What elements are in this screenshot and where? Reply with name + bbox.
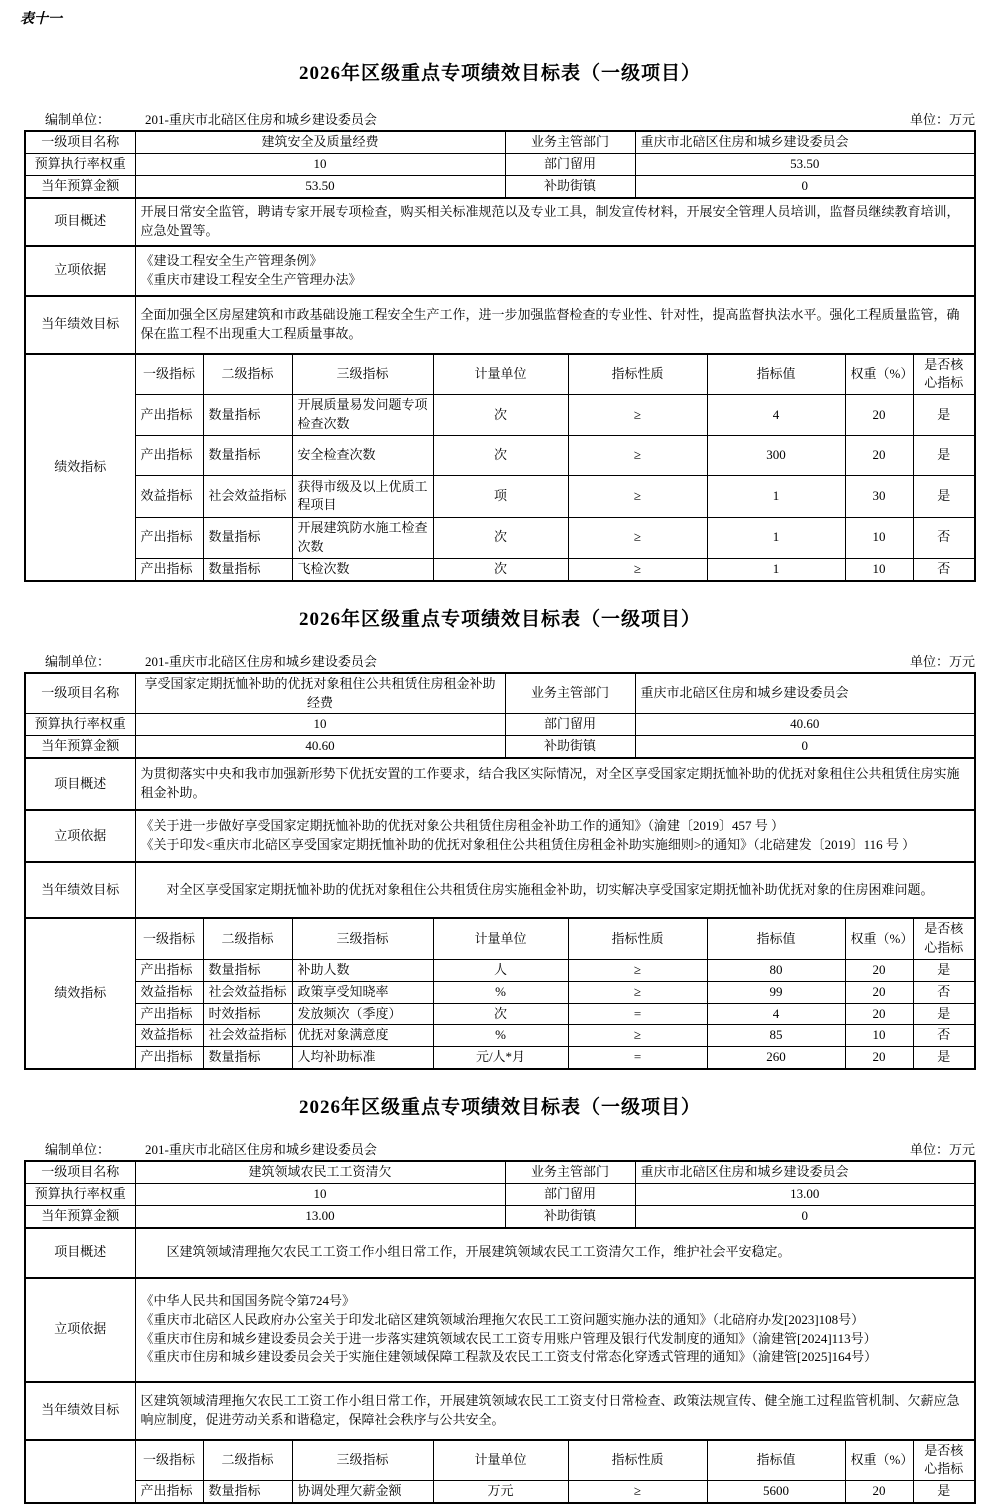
section-title: 2026年区级重点专项绩效目标表（一级项目） xyxy=(298,1097,701,1119)
section-label-cell: 立项依据 xyxy=(25,810,135,862)
perf-indicator-label-cell: 绩效指标 xyxy=(25,354,135,581)
info-label-cell: 预算执行率权重 xyxy=(25,714,135,736)
basis-row xyxy=(24,809,976,863)
indicator-value-cell: ≥ xyxy=(568,395,707,436)
prep-unit-row xyxy=(25,109,975,128)
indicator-value-cell: 5600 xyxy=(707,1481,845,1503)
prep-unit-value: 201-重庆市北碚区住房和城乡建设委员会 xyxy=(145,653,377,669)
indicator-value-cell: 次 xyxy=(433,517,568,558)
info-table xyxy=(24,1160,976,1229)
indicator-header-row xyxy=(25,354,975,395)
info-row xyxy=(25,175,975,197)
indicator-header-cell: 三级指标 xyxy=(292,1440,433,1481)
section-content-cell: 全面加强全区房屋建筑和市政基础设施工程安全生产工作，进一步加强监督检查的专业性、针对性，提高监督执法水平。强化工程质量监管，确保在监工程不出现重大工程质量事故。 xyxy=(135,296,975,354)
section-label-cell: 当年绩效目标 xyxy=(25,296,135,354)
indicator-header-cell: 指标性质 xyxy=(568,354,707,395)
info-label-cell: 业务主管部门 xyxy=(505,131,635,153)
section-label-cell: 立项依据 xyxy=(25,246,135,296)
section-label-cell: 项目概述 xyxy=(25,198,135,246)
section-title: 2026年区级重点专项绩效目标表（一级项目） xyxy=(298,63,701,84)
indicator-value-cell: 300 xyxy=(707,435,845,475)
indicator-row xyxy=(25,395,975,436)
indicator-header-cell: 一级指标 xyxy=(135,1440,203,1481)
indicator-value-cell: % xyxy=(433,981,568,1003)
indicator-header-cell: 是否核心指标 xyxy=(913,354,975,395)
info-value-cell: 0 xyxy=(635,736,975,758)
basis-line: 《重庆市北碚区人民政府办公室关于印发北碚区建筑领域治理拖欠农民工工资问题实施办法的通知》（北碚府办发[2023]108号） xyxy=(140,1311,865,1327)
section-content-cell: 为贯彻落实中央和我市加强新形势下优抚安置的工作要求，结合我区实际情况，对全区享受国家定期抚恤补助的优抚对象租住公共租赁住房实施租金补助。 xyxy=(135,758,975,810)
indicator-value-cell: 1 xyxy=(707,475,845,517)
indicator-value-cell: 20 xyxy=(845,959,913,981)
info-value-cell: 13.00 xyxy=(135,1205,505,1227)
basis-line: 《建设工程安全生产管理条例》 xyxy=(140,252,323,268)
indicator-value-cell: 10 xyxy=(845,1025,913,1047)
prep-unit-value: 201-重庆市北碚区住房和城乡建设委员会 xyxy=(145,1142,377,1158)
indicator-value-cell: 产出指标 xyxy=(135,959,203,981)
indicator-header-row xyxy=(25,1440,975,1481)
indicator-value-cell: 数量指标 xyxy=(203,558,292,580)
indicators-table xyxy=(24,353,976,582)
indicator-header-cell: 二级指标 xyxy=(203,1440,292,1481)
indicator-header-cell: 权重（%） xyxy=(845,1440,913,1481)
section-content-cell: 区建筑领域清理拖欠农民工工资工作小组日常工作，开展建筑领域农民工工资清欠工作，维护社会平安稳定。 xyxy=(135,1228,975,1278)
goal-row xyxy=(24,861,976,919)
info-row xyxy=(25,1183,975,1205)
info-label-cell: 预算执行率权重 xyxy=(25,1183,135,1205)
section-label-cell: 项目概述 xyxy=(25,1228,135,1278)
info-value-cell: 建筑领域农民工工资清欠 xyxy=(135,1161,505,1183)
indicator-value-cell: 时效指标 xyxy=(203,1003,292,1025)
indicator-value-cell: 开展建筑防水施工检查次数 xyxy=(292,517,433,558)
indicator-value-cell: 数量指标 xyxy=(203,517,292,558)
indicator-header-row xyxy=(25,918,975,959)
indicator-row xyxy=(25,1003,975,1025)
info-value-cell: 重庆市北碚区住房和城乡建设委员会 xyxy=(635,673,975,714)
prep-unit-row xyxy=(25,1139,975,1158)
indicator-header-cell: 三级指标 xyxy=(292,354,433,395)
prep-unit-label: 编制单位： xyxy=(45,112,111,127)
indicator-header-cell: 二级指标 xyxy=(203,354,292,395)
indicator-value-cell: 万元 xyxy=(433,1481,568,1503)
info-label-cell: 业务主管部门 xyxy=(505,673,635,714)
indicator-header-cell: 权重（%） xyxy=(845,354,913,395)
indicator-value-cell: 20 xyxy=(845,1003,913,1025)
section-title: 2026年区级重点专项绩效目标表（一级项目） xyxy=(298,608,701,630)
indicator-header-cell: 指标值 xyxy=(707,1440,845,1481)
indicator-value-cell: 产出指标 xyxy=(135,558,203,580)
indicator-value-cell: 开展质量易发问题专项检查次数 xyxy=(292,395,433,436)
info-row xyxy=(25,131,975,153)
indicator-value-cell: 社会效益指标 xyxy=(203,1025,292,1047)
indicator-header-cell: 指标性质 xyxy=(568,918,707,959)
indicator-row xyxy=(25,475,975,517)
info-table xyxy=(24,130,976,199)
section-content-cell xyxy=(135,1278,975,1382)
info-row xyxy=(25,1161,975,1183)
indicator-value-cell: 补助人数 xyxy=(292,959,433,981)
indicator-row xyxy=(25,1481,975,1503)
basis-line: 《中华人民共和国国务院令第724号》 xyxy=(140,1292,356,1308)
info-row xyxy=(25,714,975,736)
indicator-header-cell: 计量单位 xyxy=(433,1440,568,1481)
indicator-value-cell: ≥ xyxy=(568,475,707,517)
indicator-value-cell: 20 xyxy=(845,1047,913,1069)
indicator-value-cell: 效益指标 xyxy=(135,1025,203,1047)
info-value-cell: 重庆市北碚区住房和城乡建设委员会 xyxy=(635,1161,975,1183)
indicator-row xyxy=(25,1047,975,1069)
indicator-value-cell: 20 xyxy=(845,1481,913,1503)
info-label-cell: 一级项目名称 xyxy=(25,1161,135,1183)
info-value-cell: 0 xyxy=(635,175,975,197)
info-table xyxy=(24,672,976,759)
unit-label: 单位：万元 xyxy=(909,1142,975,1158)
overview-row xyxy=(24,197,976,247)
info-label-cell: 部门留用 xyxy=(505,1183,635,1205)
indicator-header-cell: 一级指标 xyxy=(135,918,203,959)
overview-row xyxy=(24,1227,976,1279)
info-label-cell: 补助街镇 xyxy=(505,736,635,758)
indicator-value-cell: % xyxy=(433,1025,568,1047)
info-value-cell: 享受国家定期抚恤补助的优抚对象租住公共租赁住房租金补助经费 xyxy=(135,673,505,714)
indicator-value-cell: 发放频次（季度） xyxy=(292,1003,433,1025)
info-value-cell: 建筑安全及质量经费 xyxy=(135,131,505,153)
indicator-value-cell: 80 xyxy=(707,959,845,981)
indicator-value-cell: ≥ xyxy=(568,981,707,1003)
indicator-value-cell: 社会效益指标 xyxy=(203,981,292,1003)
indicator-value-cell: = xyxy=(568,1047,707,1069)
info-row xyxy=(25,153,975,175)
indicator-value-cell: ≥ xyxy=(568,1025,707,1047)
info-value-cell: 53.50 xyxy=(135,175,505,197)
info-label-cell: 一级项目名称 xyxy=(25,131,135,153)
indicator-value-cell: 数量指标 xyxy=(203,1481,292,1503)
indicator-header-cell: 权重（%） xyxy=(845,918,913,959)
indicator-value-cell: 85 xyxy=(707,1025,845,1047)
info-label-cell: 补助街镇 xyxy=(505,175,635,197)
indicator-header-cell: 计量单位 xyxy=(433,918,568,959)
indicator-value-cell: ≥ xyxy=(568,517,707,558)
indicator-value-cell: 人 xyxy=(433,959,568,981)
indicators-table xyxy=(24,1439,976,1504)
perf-indicator-label-cell: 绩效指标 xyxy=(25,918,135,1069)
info-value-cell: 40.60 xyxy=(135,736,505,758)
indicator-value-cell: 20 xyxy=(845,981,913,1003)
indicator-value-cell: 获得市级及以上优质工程项目 xyxy=(292,475,433,517)
prep-unit-label: 编制单位： xyxy=(45,653,111,669)
indicator-value-cell: 效益指标 xyxy=(135,475,203,517)
indicator-value-cell: 是 xyxy=(913,1481,975,1503)
section-content-cell: 区建筑领域清理拖欠农民工工资工作小组日常工作，开展建筑领域农民工工资支付日常检查、政策法规宣传、健全施工过程监管机制、欠薪应急响应制度，促进劳动关系和谐稳定，保障社会秩序与公共安全。 xyxy=(135,1382,975,1440)
indicator-header-cell: 指标值 xyxy=(707,354,845,395)
section-content-cell: 对全区享受国家定期抚恤补助的优抚对象租住公共租赁住房实施租金补助，切实解决享受国家定期抚恤补助优抚对象的住房困难问题。 xyxy=(135,862,975,918)
indicator-value-cell: ≥ xyxy=(568,435,707,475)
indicator-header-cell: 指标值 xyxy=(707,918,845,959)
info-value-cell: 0 xyxy=(635,1205,975,1227)
indicator-value-cell: 是 xyxy=(913,395,975,436)
basis-line: 《重庆市建设工程安全生产管理办法》 xyxy=(140,271,362,287)
indicator-value-cell: 产出指标 xyxy=(135,1481,203,1503)
unit-label: 单位：万元 xyxy=(909,653,975,669)
indicator-value-cell: 是 xyxy=(913,1003,975,1025)
indicator-value-cell: 次 xyxy=(433,395,568,436)
indicator-value-cell: 次 xyxy=(433,435,568,475)
indicator-header-cell: 是否核心指标 xyxy=(913,1440,975,1481)
info-value-cell: 10 xyxy=(135,1183,505,1205)
indicator-value-cell: 数量指标 xyxy=(203,959,292,981)
report-body xyxy=(0,58,1000,1504)
indicator-value-cell: 20 xyxy=(845,435,913,475)
info-label-cell: 预算执行率权重 xyxy=(25,153,135,175)
indicator-value-cell: ≥ xyxy=(568,1481,707,1503)
indicator-value-cell: = xyxy=(568,1003,707,1025)
indicator-value-cell: 1 xyxy=(707,558,845,580)
info-label-cell: 部门留用 xyxy=(505,714,635,736)
info-value-cell: 13.00 xyxy=(635,1183,975,1205)
info-label-cell: 当年预算金额 xyxy=(25,1205,135,1227)
indicator-value-cell: 是 xyxy=(913,1047,975,1069)
info-label-cell: 当年预算金额 xyxy=(25,736,135,758)
indicator-value-cell: 飞检次数 xyxy=(292,558,433,580)
indicator-value-cell: 产出指标 xyxy=(135,1047,203,1069)
info-label-cell: 补助街镇 xyxy=(505,1205,635,1227)
indicator-value-cell: 99 xyxy=(707,981,845,1003)
unit-label: 单位：万元 xyxy=(909,112,975,127)
section-content-cell xyxy=(135,246,975,296)
info-value-cell: 53.50 xyxy=(635,153,975,175)
indicator-value-cell: ≥ xyxy=(568,959,707,981)
indicator-row xyxy=(25,959,975,981)
indicator-value-cell: 是 xyxy=(913,959,975,981)
indicator-row xyxy=(25,981,975,1003)
indicator-header-cell: 指标性质 xyxy=(568,1440,707,1481)
indicator-value-cell: 安全检查次数 xyxy=(292,435,433,475)
basis-line: 《重庆市住房和城乡建设委员会关于实施住建领域保障工程款及农民工工资支付常态化穿透式管理的通知》（渝建管[2025]164号） xyxy=(140,1349,878,1365)
section-label-cell: 当年绩效目标 xyxy=(25,862,135,918)
info-label-cell: 当年预算金额 xyxy=(25,175,135,197)
indicator-value-cell: 是 xyxy=(913,475,975,517)
indicator-header-cell: 三级指标 xyxy=(292,918,433,959)
indicator-value-cell: 否 xyxy=(913,558,975,580)
indicator-value-cell: 社会效益指标 xyxy=(203,475,292,517)
info-value-cell: 10 xyxy=(135,714,505,736)
basis-line: 《重庆市住房和城乡建设委员会关于进一步落实建筑领域农民工工资专用账户管理及银行代发制度的通知》（渝建管[2024]113号） xyxy=(140,1330,877,1346)
indicator-row xyxy=(25,435,975,475)
indicator-value-cell: 次 xyxy=(433,558,568,580)
info-value-cell: 重庆市北碚区住房和城乡建设委员会 xyxy=(635,131,975,153)
info-row xyxy=(25,1205,975,1227)
indicator-row xyxy=(25,517,975,558)
indicator-value-cell: 数量指标 xyxy=(203,1047,292,1069)
indicator-value-cell: 产出指标 xyxy=(135,1003,203,1025)
indicator-value-cell: 20 xyxy=(845,395,913,436)
indicator-value-cell: 10 xyxy=(845,517,913,558)
section-label-cell: 立项依据 xyxy=(25,1278,135,1382)
indicator-value-cell: 产出指标 xyxy=(135,395,203,436)
indicator-value-cell: 4 xyxy=(707,395,845,436)
info-value-cell: 40.60 xyxy=(635,714,975,736)
indicator-row xyxy=(25,558,975,580)
info-label-cell: 业务主管部门 xyxy=(505,1161,635,1183)
indicator-value-cell: 否 xyxy=(913,1025,975,1047)
indicator-value-cell: 项 xyxy=(433,475,568,517)
basis-row xyxy=(24,245,976,297)
info-label-cell: 一级项目名称 xyxy=(25,673,135,714)
info-value-cell: 10 xyxy=(135,153,505,175)
indicator-value-cell: 协调处理欠薪金额 xyxy=(292,1481,433,1503)
indicator-value-cell: 产出指标 xyxy=(135,517,203,558)
indicator-value-cell: 元/人*月 xyxy=(433,1047,568,1069)
indicator-value-cell: 政策享受知晓率 xyxy=(292,981,433,1003)
goal-row xyxy=(24,295,976,355)
indicator-value-cell: 30 xyxy=(845,475,913,517)
indicator-value-cell: 优抚对象满意度 xyxy=(292,1025,433,1047)
indicator-value-cell: 260 xyxy=(707,1047,845,1069)
indicator-value-cell: 10 xyxy=(845,558,913,580)
indicator-value-cell: 否 xyxy=(913,981,975,1003)
indicator-value-cell: 是 xyxy=(913,435,975,475)
section-content-cell xyxy=(135,810,975,862)
section-label-cell: 项目概述 xyxy=(25,758,135,810)
indicators-table xyxy=(24,917,976,1070)
perf-indicator-label-cell xyxy=(25,1440,135,1504)
goal-row xyxy=(24,1381,976,1441)
section-content-cell: 开展日常安全监管，聘请专家开展专项检查，购买相关标准规范以及专业工具，制发宣传材料，开展安全管理人员培训，监督员继续教育培训，应急处置等。 xyxy=(135,198,975,246)
indicator-value-cell: 产出指标 xyxy=(135,435,203,475)
indicator-value-cell: 1 xyxy=(707,517,845,558)
indicator-header-cell: 一级指标 xyxy=(135,354,203,395)
indicator-value-cell: 4 xyxy=(707,1003,845,1025)
indicator-row xyxy=(25,1025,975,1047)
basis-row xyxy=(24,1277,976,1383)
indicator-value-cell: 效益指标 xyxy=(135,981,203,1003)
info-row xyxy=(25,673,975,714)
prep-unit-label: 编制单位： xyxy=(45,1142,111,1158)
indicator-value-cell: 人均补助标准 xyxy=(292,1047,433,1069)
basis-line: 《关于进一步做好享受国家定期抚恤补助的优抚对象公共租赁住房租金补助工作的通知》（渝建〔2019〕457 号 ） xyxy=(140,818,785,834)
prep-unit-value: 201-重庆市北碚区住房和城乡建设委员会 xyxy=(145,112,377,127)
indicator-header-cell: 二级指标 xyxy=(203,918,292,959)
doc-number-label: 表十一 xyxy=(20,12,62,27)
prep-unit-row xyxy=(25,651,975,670)
info-label-cell: 部门留用 xyxy=(505,153,635,175)
indicator-header-cell: 是否核心指标 xyxy=(913,918,975,959)
indicator-value-cell: 数量指标 xyxy=(203,395,292,436)
indicator-header-cell: 计量单位 xyxy=(433,354,568,395)
indicator-value-cell: ≥ xyxy=(568,558,707,580)
info-row xyxy=(25,736,975,758)
indicator-value-cell: 否 xyxy=(913,517,975,558)
indicator-value-cell: 次 xyxy=(433,1003,568,1025)
section-label-cell: 当年绩效目标 xyxy=(25,1382,135,1440)
basis-line: 《关于印发<重庆市北碚区享受国家定期抚恤补助的优抚对象租住公共租赁住房租金补助实施细则>的通知》（北碚建发〔2019〕116 号 ） xyxy=(140,837,916,853)
overview-row xyxy=(24,757,976,811)
indicator-value-cell: 数量指标 xyxy=(203,435,292,475)
